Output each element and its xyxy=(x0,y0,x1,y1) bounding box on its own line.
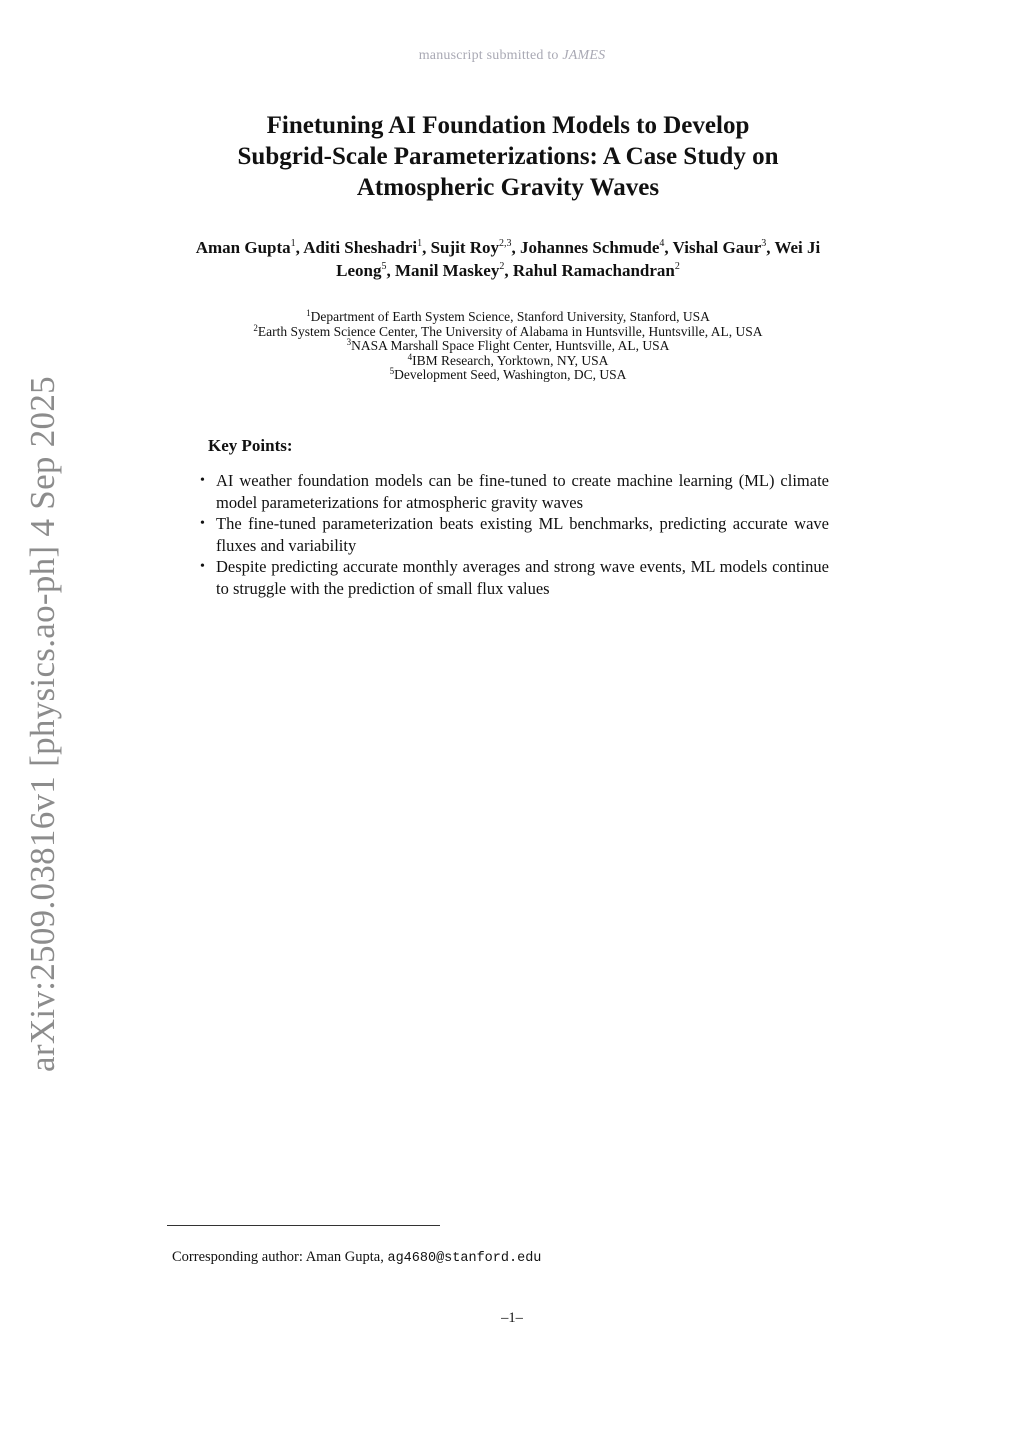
key-point-item xyxy=(197,513,829,556)
author-affiliation-mark: 3 xyxy=(761,238,767,249)
page-number: –1– xyxy=(501,1310,523,1326)
arxiv-stamp xyxy=(23,0,63,1448)
footnote-divider xyxy=(167,1225,440,1226)
author-name: Aditi Sheshadri xyxy=(303,238,418,257)
bullet-icon: • xyxy=(200,473,205,488)
affiliation xyxy=(150,368,866,383)
author-affiliation-mark: 1 xyxy=(290,238,296,249)
affiliation-number: 5 xyxy=(389,366,395,376)
title-line: Finetuning AI Foundation Models to Develop xyxy=(266,112,750,139)
author-name: Johannes Schmude xyxy=(520,238,660,257)
paper-title xyxy=(150,110,866,203)
header-journal: JAMES xyxy=(562,48,606,63)
affiliation-number: 4 xyxy=(407,351,413,362)
arxiv-identifier: arXiv:2509.03816v1 [physics.ao-ph] 4 Sep 2025 xyxy=(23,376,62,1072)
author-separator: , xyxy=(504,261,513,280)
author-separator: , xyxy=(386,261,395,280)
key-points-list xyxy=(197,470,829,599)
affiliation-text: Earth System Science Center, The University of Alabama in Huntsville, Huntsville, AL, USA xyxy=(257,323,763,339)
bullet-icon: • xyxy=(200,516,205,531)
key-point-text: Despite predicting accurate monthly averages and strong wave events, ML models continue to struggle with the prediction of small flux values xyxy=(216,557,829,598)
key-point-item xyxy=(197,470,829,513)
key-point-text: The fine-tuned parameterization beats existing ML benchmarks, predicting accurate wave fluxes and variability xyxy=(216,514,829,555)
author-separator: , xyxy=(766,238,775,257)
author-name: Vishal Gaur xyxy=(672,238,762,257)
affiliation-number: 3 xyxy=(346,337,352,347)
author-name: Manil Maskey xyxy=(394,261,500,280)
author-affiliation-mark: 5 xyxy=(381,261,387,272)
running-header xyxy=(0,48,1024,64)
affiliation-text: Department of Earth System Science, Stanford University, Stanford, USA xyxy=(310,309,710,324)
corresponding-author-footnote xyxy=(172,1248,541,1268)
author-separator: , xyxy=(295,238,304,257)
author-list xyxy=(180,236,836,282)
author-affiliation-mark: 4 xyxy=(659,238,665,249)
affiliation xyxy=(150,322,866,340)
bullet-icon: • xyxy=(200,559,205,574)
affiliation-text: NASA Marshall Space Flight Center, Huntsville, AL, USA xyxy=(351,338,670,353)
affiliation-text: Development Seed, Washington, DC, USA xyxy=(394,367,627,382)
author-separator: , xyxy=(664,238,673,257)
author-affiliation-mark: 2,3 xyxy=(499,238,512,249)
affiliation-number: 1 xyxy=(306,308,311,318)
author-name: Rahul Ramachandran xyxy=(512,261,675,280)
affiliation xyxy=(150,339,866,354)
author-separator: , xyxy=(422,238,431,257)
author-name: Sujit Roy xyxy=(430,238,500,257)
header-prefix: manuscript submitted to xyxy=(418,48,563,63)
author-name: Aman Gupta xyxy=(195,238,291,257)
author-name: Wei Ji Leong xyxy=(336,238,821,280)
key-points-heading: Key Points: xyxy=(208,436,293,455)
affiliation-text: IBM Research, Yorktown, NY, USA xyxy=(412,352,609,368)
affiliation xyxy=(150,351,866,369)
author-affiliation-mark: 2 xyxy=(499,261,505,272)
title-line: Subgrid-Scale Parameterizations: A Case Study on xyxy=(237,143,779,170)
footnote-label: Corresponding author: Aman Gupta, xyxy=(172,1249,388,1265)
author-email-link[interactable]: ag4680@stanford.edu xyxy=(387,1251,542,1266)
author-separator: , xyxy=(511,238,521,257)
key-point-item xyxy=(197,556,829,599)
key-point-text: AI weather foundation models can be fine-tuned to create machine learning (ML) climate model parameterizations for atmospheric gravity waves xyxy=(216,471,829,512)
author-affiliation-mark: 2 xyxy=(674,261,680,272)
affiliation-number: 2 xyxy=(253,322,258,333)
author-affiliation-mark: 1 xyxy=(417,238,423,249)
affiliation-list xyxy=(150,310,866,383)
title-line: Atmospheric Gravity Waves xyxy=(356,174,660,201)
